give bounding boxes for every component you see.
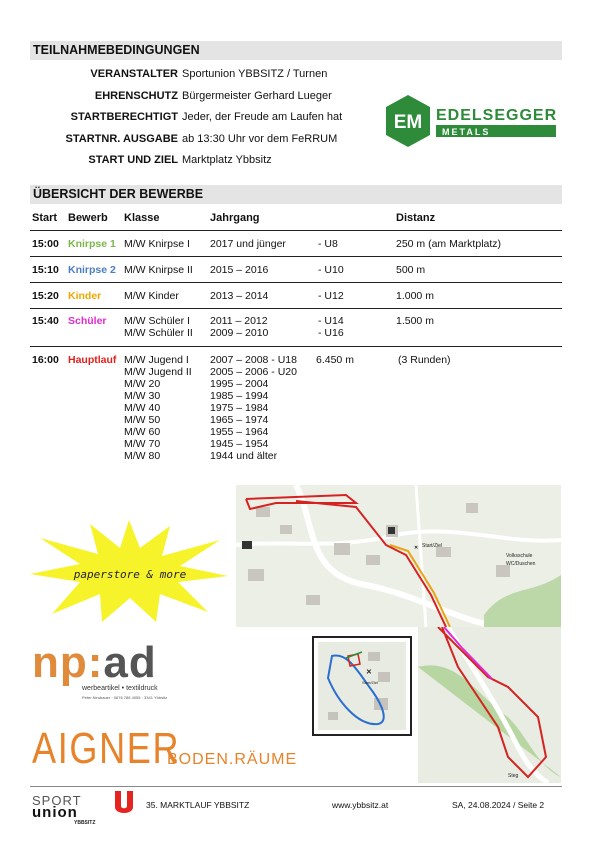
row-bewerb: Hauptlauf — [68, 354, 117, 366]
condition-label: EHRENSCHUTZ — [94, 90, 178, 102]
row-klasse: M/W Kinder — [124, 290, 179, 302]
row-klasse: M/W 50 — [124, 414, 161, 426]
condition-row — [30, 88, 370, 105]
row-klasse: M/W Knirpse I — [124, 238, 190, 250]
paperstore-starburst — [30, 520, 228, 622]
sportunion-union: union — [32, 804, 78, 821]
row-jahrgang: 1975 – 1984 — [210, 402, 269, 414]
em-sub-text: METALS — [442, 127, 491, 137]
footer-website[interactable]: www.ybbsitz.at — [332, 800, 389, 810]
row-jahrgang: 2007 – 2008 - U18 — [210, 354, 297, 366]
page-footer — [30, 786, 562, 826]
row-start: 15:00 — [32, 238, 59, 250]
row-distanz: 6.450 m — [316, 354, 354, 366]
svg-text:✕: ✕ — [414, 545, 419, 551]
sportunion-sport: SPORT — [32, 793, 82, 808]
row-altersklasse: - U14 — [318, 315, 344, 327]
row-klasse: M/W Schüler I — [124, 315, 190, 327]
row-distanz: 250 m (am Marktplatz) — [396, 238, 502, 250]
condition-value: Marktplatz Ybbsitz — [182, 154, 272, 166]
row-klasse-list — [124, 354, 192, 462]
row-klasse: M/W 40 — [124, 402, 161, 414]
row-distanz: 1.000 m — [396, 290, 434, 302]
row-jahrgang: 1985 – 1994 — [210, 390, 269, 402]
row-klasse: M/W Jugend I — [124, 354, 189, 366]
row-klasse: M/W Knirpse II — [124, 264, 193, 276]
sportunion-ybbsitz: YBBSITZ — [74, 820, 96, 826]
kids-course-inset — [312, 636, 412, 736]
table-divider — [30, 346, 562, 347]
map-start-label: Start/Ziel — [422, 543, 443, 549]
row-start: 15:10 — [32, 264, 59, 276]
row-jahrgang: 1945 – 1954 — [210, 438, 269, 450]
row-klasse: M/W 20 — [124, 378, 161, 390]
condition-row — [30, 152, 370, 169]
npad-logo — [32, 638, 182, 713]
row-jahrgang: 2011 – 2012 — [210, 315, 268, 327]
condition-label: START UND ZIEL — [88, 154, 178, 166]
row-klasse-list — [124, 315, 193, 339]
row-jahrgang: 1955 – 1964 — [210, 426, 269, 438]
table-divider — [30, 230, 562, 231]
condition-label: STARTNR. AUSGABE — [65, 133, 178, 145]
header-klasse: Klasse — [124, 212, 160, 224]
map-bus-icon — [242, 541, 252, 549]
row-bewerb: Schüler — [68, 315, 107, 327]
header-jahrgang: Jahrgang — [210, 212, 260, 224]
table-header — [30, 210, 562, 228]
em-initials: EM — [393, 112, 423, 133]
course-map — [236, 485, 561, 627]
row-distanz: 500 m — [396, 264, 426, 276]
course-map-south — [418, 627, 561, 783]
row-jahrgang: 1944 und älter — [210, 450, 278, 462]
row-klasse: M/W 30 — [124, 390, 161, 402]
row-jahrgang: 1965 – 1974 — [210, 414, 269, 426]
start-marker-icon — [388, 527, 395, 534]
map-wc-label: WC/Duschen — [506, 561, 536, 567]
row-altersklasse: - U8 — [318, 238, 338, 250]
inset-start-label: Start/Ziel — [362, 680, 379, 685]
row-jahrgang-list — [210, 354, 297, 462]
row-jahrgang: 2017 und jünger — [210, 238, 286, 250]
header-bewerb: Bewerb — [68, 212, 108, 224]
condition-value: Bürgermeister Gerhard Lueger — [182, 90, 332, 102]
kids-course-map — [318, 642, 406, 730]
aigner-tagline: BODEN.RÄUME — [167, 751, 298, 768]
header-distanz: Distanz — [396, 212, 436, 224]
section-title-overview: ÜBERSICHT DER BEWERBE — [30, 185, 562, 204]
em-company-name: EDELSEGGER — [436, 107, 558, 124]
row-klasse: M/W 80 — [124, 450, 161, 462]
row-start: 15:20 — [32, 290, 59, 302]
condition-row — [30, 66, 370, 83]
header-start: Start — [32, 212, 58, 224]
condition-row — [30, 131, 370, 148]
condition-row — [30, 109, 370, 126]
edelsegger-metals-logo — [384, 95, 558, 147]
map-school-label: Volksschule — [506, 553, 533, 559]
row-jahrgang-list — [210, 315, 268, 339]
row-bewerb: Knirpse 1 — [68, 238, 116, 250]
table-divider — [30, 256, 562, 257]
row-jahrgang: 2013 – 2014 — [210, 290, 269, 302]
row-start: 16:00 — [32, 354, 59, 366]
row-altersklasse: - U16 — [318, 327, 344, 339]
row-klasse: M/W 60 — [124, 426, 161, 438]
sportunion-u-icon — [112, 789, 136, 821]
footer-event: 35. MARKTLAUF YBBSITZ — [146, 800, 250, 810]
condition-label: VERANSTALTER — [90, 68, 178, 80]
row-jahrgang: 2015 – 2016 — [210, 264, 269, 276]
row-bewerb: Knirpse 2 — [68, 264, 116, 276]
row-jahrgang: 2005 – 2006 - U20 — [210, 366, 297, 378]
condition-value: ab 13:30 Uhr vor dem FeRRUM — [182, 133, 338, 145]
row-altersklasse-list — [318, 315, 344, 339]
footer-date-page: SA, 24.08.2024 / Seite 2 — [452, 800, 545, 810]
section-title-conditions: TEILNAHMEBEDINGUNGEN — [30, 41, 562, 60]
row-bewerb: Kinder — [68, 290, 102, 302]
row-klasse: M/W Jugend II — [124, 366, 192, 378]
row-start: 15:40 — [32, 315, 59, 327]
svg-text:✕: ✕ — [366, 669, 372, 676]
map-steg-label: Steg — [508, 773, 519, 779]
kids-course-graphic — [318, 642, 406, 730]
npad-tagline: werbeartikel • textildruck — [82, 685, 158, 692]
table-divider — [30, 308, 562, 309]
sportunion-logo — [30, 789, 138, 827]
row-altersklasse: - U12 — [318, 290, 344, 302]
table-divider — [30, 282, 562, 283]
row-klasse: M/W 70 — [124, 438, 161, 450]
aigner-wordmark: AIGNER — [32, 724, 181, 773]
npad-address: Peter Neubauer · 0676 788 4055 · 3341 Ybbsitz — [82, 695, 168, 700]
row-klasse: M/W Schüler II — [124, 327, 193, 339]
row-distanz: 1.500 m — [396, 315, 434, 327]
course-map-graphic — [236, 485, 561, 627]
course-map-south-graphic — [418, 627, 561, 783]
row-altersklasse: - U10 — [318, 264, 344, 276]
condition-label: STARTBERECHTIGT — [70, 111, 178, 123]
paperstore-text: paperstore & more — [73, 568, 187, 581]
condition-value: Sportunion YBBSITZ / Turnen — [182, 68, 328, 80]
condition-value: Jeder, der Freude am Laufen hat — [182, 111, 343, 123]
row-jahrgang: 2009 – 2010 — [210, 327, 269, 339]
npad-wordmark: np:ad — [32, 638, 157, 687]
row-jahrgang: 1995 – 2004 — [210, 378, 269, 390]
row-runden: (3 Runden) — [398, 354, 451, 366]
